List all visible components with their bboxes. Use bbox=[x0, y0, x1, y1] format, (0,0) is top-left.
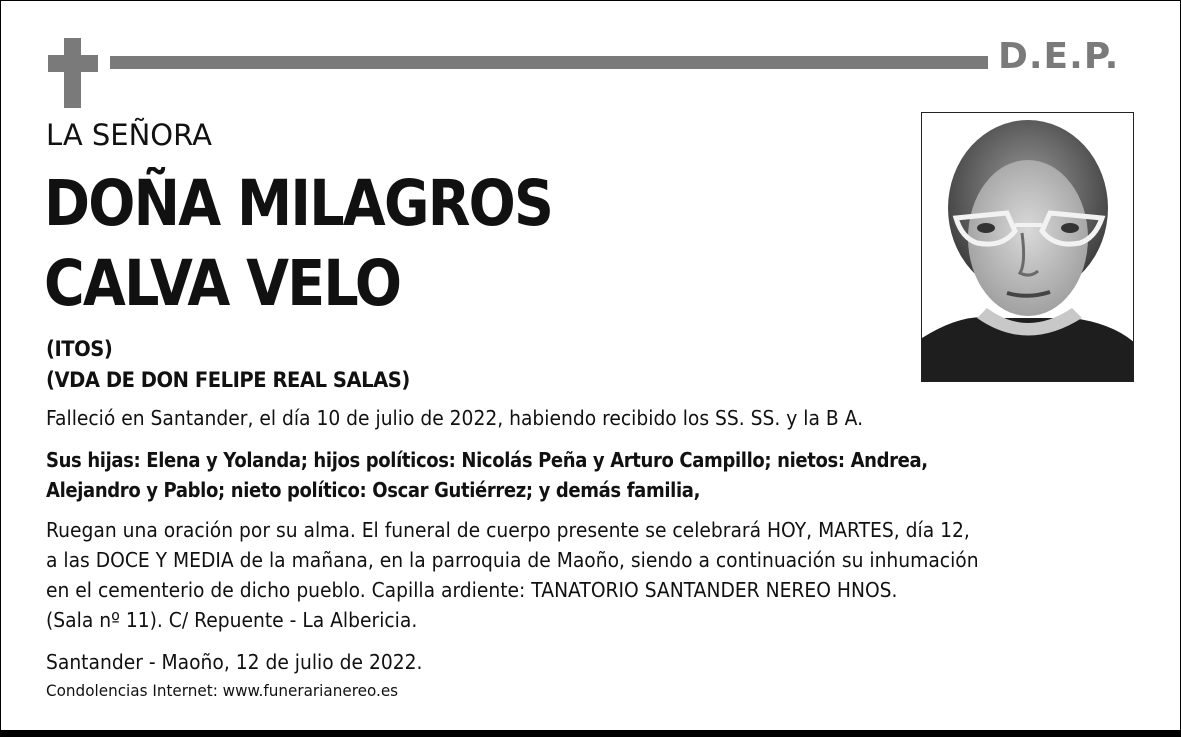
header-rule bbox=[110, 56, 988, 69]
funeral-line-4: (Sala nº 11). C/ Repuente - La Albericia. bbox=[46, 608, 418, 632]
nickname: (ITOS) bbox=[46, 337, 113, 361]
funeral-line-3: en el cementerio de dicho pueblo. Capilla ardiente: TANATORIO SANTANDER NEREO HNOS. bbox=[46, 578, 898, 602]
funeral-line-1: Ruegan una oración por su alma. El funeral de cuerpo presente se celebrará HOY, MARTES, día 12, bbox=[46, 518, 970, 542]
place-date: Santander - Maoño, 12 de julio de 2022. bbox=[46, 650, 423, 674]
portrait-illustration bbox=[922, 113, 1134, 382]
widow-of: (VDA DE DON FELIPE REAL SALAS) bbox=[46, 368, 410, 392]
condolences-line: Condolencias Internet: www.funerarianereo.es bbox=[46, 681, 399, 700]
deceased-name-line2: CALVA VELO bbox=[44, 247, 401, 320]
portrait-photo bbox=[921, 112, 1134, 382]
death-notice: Falleció en Santander, el día 10 de julio de 2022, habiendo recibido los SS. SS. y la B A. bbox=[46, 406, 864, 430]
deceased-name-line1: DOÑA MILAGROS bbox=[44, 167, 553, 240]
family-line-1: Sus hijas: Elena y Yolanda; hijos políticos: Nicolás Peña y Arturo Campillo; nietos: Andrea, bbox=[46, 448, 928, 472]
title-prefix: LA SEÑORA bbox=[46, 118, 212, 152]
funeral-line-2: a las DOCE Y MEDIA de la mañana, en la parroquia de Maoño, siendo a continuación su inhumación bbox=[46, 548, 979, 572]
dep-heading: D.E.P. bbox=[998, 36, 1120, 77]
family-line-2: Alejandro y Pablo; nieto político: Oscar Gutiérrez; y demás familia, bbox=[46, 478, 701, 502]
cross-horizontal-bar bbox=[48, 55, 98, 72]
cross-vertical-bar bbox=[64, 38, 81, 108]
